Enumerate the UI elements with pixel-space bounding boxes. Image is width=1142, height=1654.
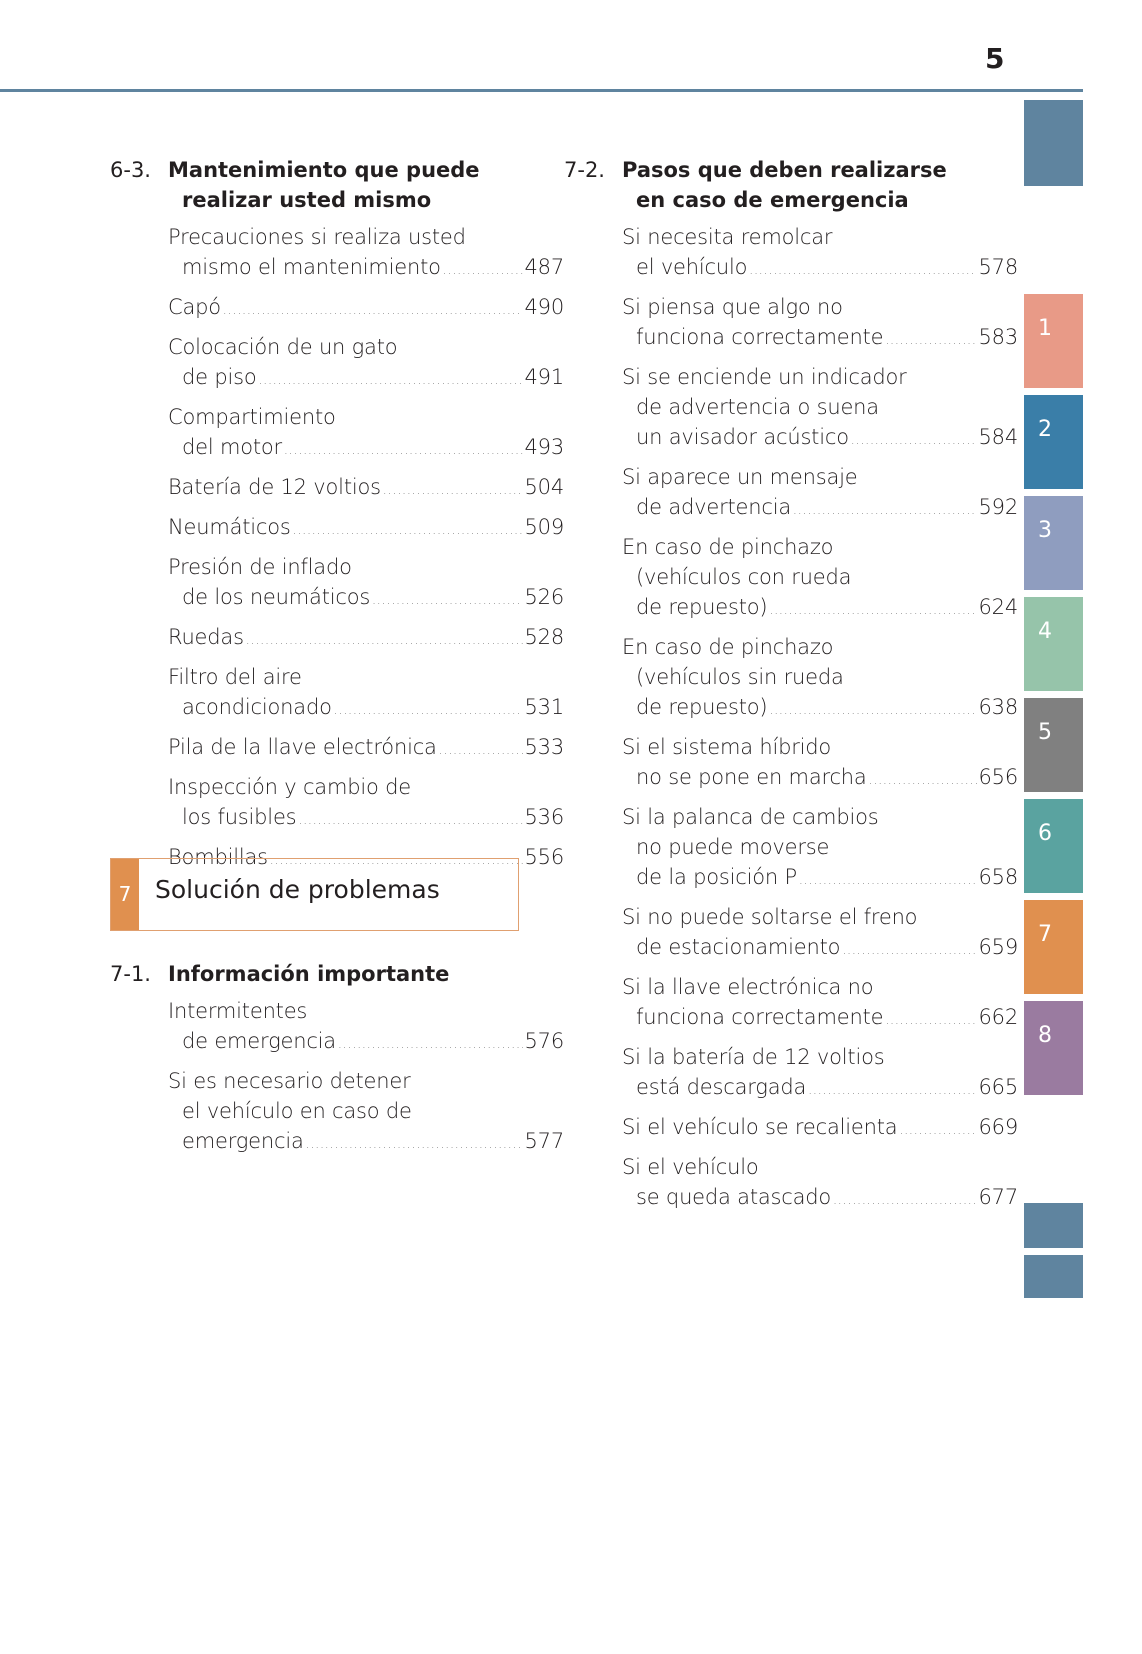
toc-entry[interactable] — [622, 1152, 1018, 1215]
entry-title: acondicionado — [182, 695, 332, 719]
page-ref: 504 — [524, 475, 564, 499]
dot-leader — [223, 295, 523, 325]
dot-leader — [808, 1075, 976, 1105]
toc-entry[interactable] — [622, 632, 1018, 725]
page-ref: 526 — [524, 585, 564, 609]
tab-chapter-7[interactable]: 7 — [1024, 900, 1083, 994]
toc-entry[interactable] — [622, 292, 1018, 355]
chapter-7-header[interactable] — [110, 858, 519, 931]
entry-title: Capó — [168, 295, 221, 319]
entry-title: En caso de pinchazo — [622, 535, 834, 559]
section-heading — [564, 155, 1018, 215]
toc-entry[interactable] — [168, 512, 564, 545]
entry-title: de estacionamiento — [636, 935, 841, 959]
dot-leader — [372, 585, 522, 615]
dot-leader — [769, 595, 976, 625]
toc-entry[interactable] — [622, 902, 1018, 965]
dot-leader — [749, 255, 976, 285]
tab-chapter-3[interactable]: 3 — [1024, 496, 1083, 590]
dot-leader — [842, 935, 976, 965]
tab-chapter-4[interactable]: 4 — [1024, 597, 1083, 691]
section-title-cont: realizar usted mismo — [182, 188, 432, 212]
entry-title: emergencia — [182, 1129, 304, 1153]
page-ref: 509 — [524, 515, 564, 539]
entry-title: Presión de inflado — [168, 555, 352, 579]
tab-chapter-8[interactable]: 8 — [1024, 1001, 1083, 1095]
toc-entry[interactable] — [168, 552, 564, 615]
toc-entry[interactable] — [622, 1112, 1018, 1145]
chapter-number: 7 — [111, 859, 139, 930]
dot-leader — [769, 695, 976, 725]
toc-entry[interactable] — [168, 222, 564, 285]
toc-entry[interactable] — [168, 662, 564, 725]
dot-leader — [443, 255, 523, 285]
page-ref: 556 — [524, 845, 564, 869]
section-title: Mantenimiento que puede — [168, 158, 480, 182]
toc-entry[interactable] — [622, 222, 1018, 285]
entry-title: Ruedas — [168, 625, 244, 649]
toc-entry[interactable] — [168, 332, 564, 395]
entry-title: mismo el mantenimiento — [182, 255, 441, 279]
entry-title: Colocación de un gato — [168, 335, 398, 359]
page-ref: 665 — [978, 1075, 1018, 1099]
toc-entry[interactable] — [622, 972, 1018, 1035]
dot-leader — [338, 1029, 523, 1059]
page-ref: 656 — [978, 765, 1018, 789]
section-heading — [110, 155, 564, 215]
page-ref: 531 — [524, 695, 564, 719]
toc-entry[interactable] — [168, 472, 564, 505]
dot-leader — [284, 435, 523, 465]
page-ref: 528 — [524, 625, 564, 649]
entry-title: Precauciones si realiza usted — [168, 225, 466, 249]
toc-entry[interactable] — [622, 1042, 1018, 1105]
tab-chapter-6[interactable]: 6 — [1024, 799, 1083, 893]
page-ref: 584 — [978, 425, 1018, 449]
dot-leader — [885, 325, 976, 355]
entry-title: está descargada — [636, 1075, 807, 1099]
toc-entry[interactable] — [168, 996, 564, 1059]
toc-entry[interactable] — [168, 622, 564, 655]
dot-leader — [885, 1005, 976, 1035]
entry-title: de advertencia — [636, 495, 792, 519]
dot-leader — [383, 475, 523, 505]
section-number: 7-1. — [110, 962, 151, 986]
section-7-1 — [110, 959, 564, 1166]
section-title-cont: en caso de emergencia — [636, 188, 909, 212]
dot-leader — [793, 495, 976, 525]
entry-title: Batería de 12 voltios — [168, 475, 381, 499]
entry-title: Si la palanca de cambios — [622, 805, 879, 829]
entry-title: Si necesita remolcar — [622, 225, 833, 249]
entry-title: se queda atascado — [636, 1185, 832, 1209]
page-ref: 624 — [978, 595, 1018, 619]
dot-leader — [334, 695, 523, 725]
entry-title: de repuesto) — [636, 595, 768, 619]
dot-leader — [869, 765, 977, 795]
page-ref: 583 — [978, 325, 1018, 349]
toc-entry[interactable] — [622, 462, 1018, 525]
entry-title: no puede moverse — [636, 835, 830, 859]
tab-chapter-2[interactable]: 2 — [1024, 395, 1083, 489]
page-ref: 536 — [524, 805, 564, 829]
page-ref: 658 — [978, 865, 1018, 889]
page-ref: 662 — [978, 1005, 1018, 1029]
section-7-2 — [564, 155, 1018, 1222]
entry-title: En caso de pinchazo — [622, 635, 834, 659]
toc-entry[interactable] — [168, 772, 564, 835]
entry-title: el vehículo — [636, 255, 748, 279]
section-heading — [110, 959, 564, 989]
entry-title: Intermitentes — [168, 999, 308, 1023]
entry-title: Si la llave electrónica no — [622, 975, 874, 999]
entry-title: de la posición P — [636, 865, 797, 889]
entry-title: de piso — [182, 365, 257, 389]
entry-title: funciona correctamente — [636, 325, 884, 349]
section-title: Pasos que deben realizarse — [622, 158, 947, 182]
toc-entry[interactable] — [168, 1066, 564, 1159]
entry-title: Si no puede soltarse el freno — [622, 905, 918, 929]
entry-title: no se pone en marcha — [636, 765, 867, 789]
dot-leader — [298, 805, 522, 835]
toc-entry[interactable] — [168, 732, 564, 765]
page-ref: 592 — [978, 495, 1018, 519]
tab-blank-bottom-1[interactable] — [1024, 1203, 1083, 1248]
page-ref: 638 — [978, 695, 1018, 719]
entry-title: de advertencia o suena — [636, 395, 879, 419]
entry-title: un avisador acústico — [636, 425, 849, 449]
toc-entry[interactable] — [622, 732, 1018, 795]
page-number: 5 — [985, 42, 1005, 75]
entry-title: Si se enciende un indicador — [622, 365, 907, 389]
dot-leader — [899, 1115, 976, 1145]
toc-entry[interactable] — [168, 292, 564, 325]
page-ref: 577 — [524, 1129, 564, 1153]
tab-blank-bottom-2[interactable] — [1024, 1255, 1083, 1298]
toc-entry[interactable] — [622, 802, 1018, 895]
entry-title: Inspección y cambio de — [168, 775, 411, 799]
dot-leader — [851, 425, 977, 455]
section-number: 7-2. — [564, 158, 605, 182]
page-ref: 578 — [978, 255, 1018, 279]
entry-title: Si el vehículo — [622, 1155, 759, 1179]
dot-leader — [293, 515, 523, 545]
dot-leader — [439, 735, 523, 765]
entry-title: Compartimiento — [168, 405, 336, 429]
page-ref: 677 — [978, 1185, 1018, 1209]
page-ref: 669 — [978, 1115, 1018, 1139]
entry-title: (vehículos sin rueda — [636, 665, 844, 689]
page-ref: 533 — [524, 735, 564, 759]
entry-title: Si aparece un mensaje — [622, 465, 858, 489]
toc-entry[interactable] — [622, 532, 1018, 625]
toc-entry[interactable] — [168, 402, 564, 465]
entry-title: Si piensa que algo no — [622, 295, 843, 319]
entry-title: Si el vehículo se recalienta — [622, 1115, 898, 1139]
dot-leader — [246, 625, 523, 655]
entry-title: del motor — [182, 435, 282, 459]
dot-leader — [799, 865, 977, 895]
section-number: 6-3. — [110, 158, 151, 182]
entry-title: Si el sistema híbrido — [622, 735, 832, 759]
dot-leader — [258, 365, 522, 395]
entry-title: el vehículo en caso de — [182, 1099, 412, 1123]
dot-leader — [833, 1185, 976, 1215]
tab-chapter-5[interactable]: 5 — [1024, 698, 1083, 792]
tab-blank-top[interactable] — [1024, 100, 1083, 186]
page-ref: 491 — [524, 365, 564, 389]
entry-title: Si la batería de 12 voltios — [622, 1045, 885, 1069]
page-ref: 493 — [524, 435, 564, 459]
entry-title: de emergencia — [182, 1029, 336, 1053]
entry-title: Neumáticos — [168, 515, 291, 539]
chapter-title: Solución de problemas — [155, 875, 440, 904]
page-ref: 490 — [524, 295, 564, 319]
entry-title: Si es necesario detener — [168, 1069, 411, 1093]
page-ref: 659 — [978, 935, 1018, 959]
page-ref: 576 — [524, 1029, 564, 1053]
entry-title: funciona correctamente — [636, 1005, 884, 1029]
section-title: Información importante — [168, 962, 450, 986]
entry-title: (vehículos con rueda — [636, 565, 852, 589]
toc-entry[interactable] — [622, 362, 1018, 455]
page-ref: 487 — [524, 255, 564, 279]
tab-chapter-1[interactable]: 1 — [1024, 294, 1083, 388]
entry-title: de los neumáticos — [182, 585, 371, 609]
entry-title: Bombillas — [168, 845, 268, 869]
entry-title: de repuesto) — [636, 695, 768, 719]
dot-leader — [306, 1129, 523, 1159]
entry-title: Filtro del aire — [168, 665, 302, 689]
section-6-3 — [110, 155, 564, 882]
entry-title: los fusibles — [182, 805, 297, 829]
entry-title: Pila de la llave electrónica — [168, 735, 437, 759]
header-rule — [0, 89, 1083, 92]
